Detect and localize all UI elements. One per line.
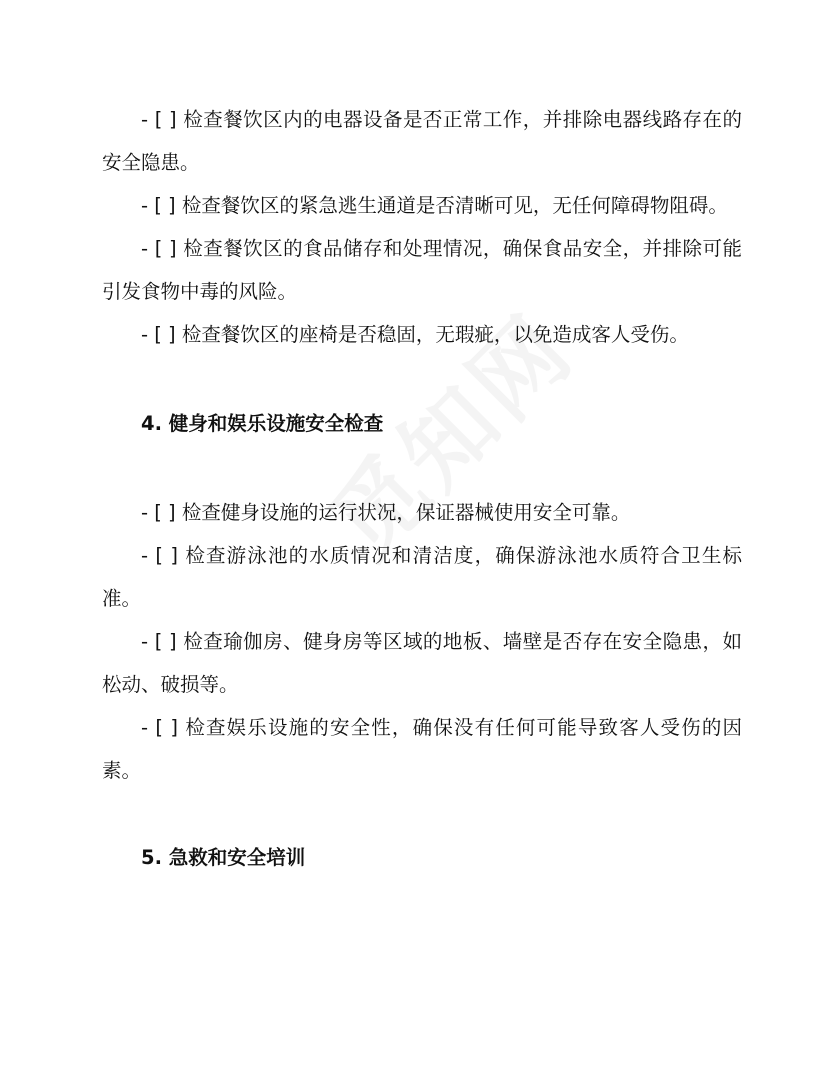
- section-heading-firstaid: 5. 急救和安全培训: [141, 846, 306, 869]
- checklist-item-dining-1: - [ ] 检查餐饮区内的电器设备是否正常工作，并排除电器线路存在的安全隐患。: [102, 108, 742, 174]
- checklist-item-dining-4: - [ ] 检查餐饮区的座椅是否稳固，无瑕疵，以免造成客人受伤。: [141, 323, 689, 346]
- checklist-item-fitness-2: - [ ] 检查游泳池的水质情况和清洁度，确保游泳池水质符合卫生标准。: [102, 544, 742, 610]
- document-body: [102, 98, 742, 879]
- checklist-item-fitness-1: - [ ] 检查健身设施的运行状况，保证器械使用安全可靠。: [141, 501, 631, 524]
- section-heading-fitness: 4. 健身和娱乐设施安全检查: [141, 412, 384, 435]
- checklist-item-fitness-3: - [ ] 检查瑜伽房、健身房等区域的地板、墙壁是否存在安全隐患，如松动、破损等。: [102, 630, 742, 696]
- checklist-item-dining-2: - [ ] 检查餐饮区的紧急逃生通道是否清晰可见，无任何障碍物阻碍。: [141, 194, 728, 217]
- checklist-item-dining-3: - [ ] 检查餐饮区的食品储存和处理情况，确保食品安全，并排除可能引发食物中毒的风险。: [102, 237, 742, 303]
- checklist-item-fitness-4: - [ ] 检查娱乐设施的安全性，确保没有任何可能导致客人受伤的因素。: [102, 716, 742, 782]
